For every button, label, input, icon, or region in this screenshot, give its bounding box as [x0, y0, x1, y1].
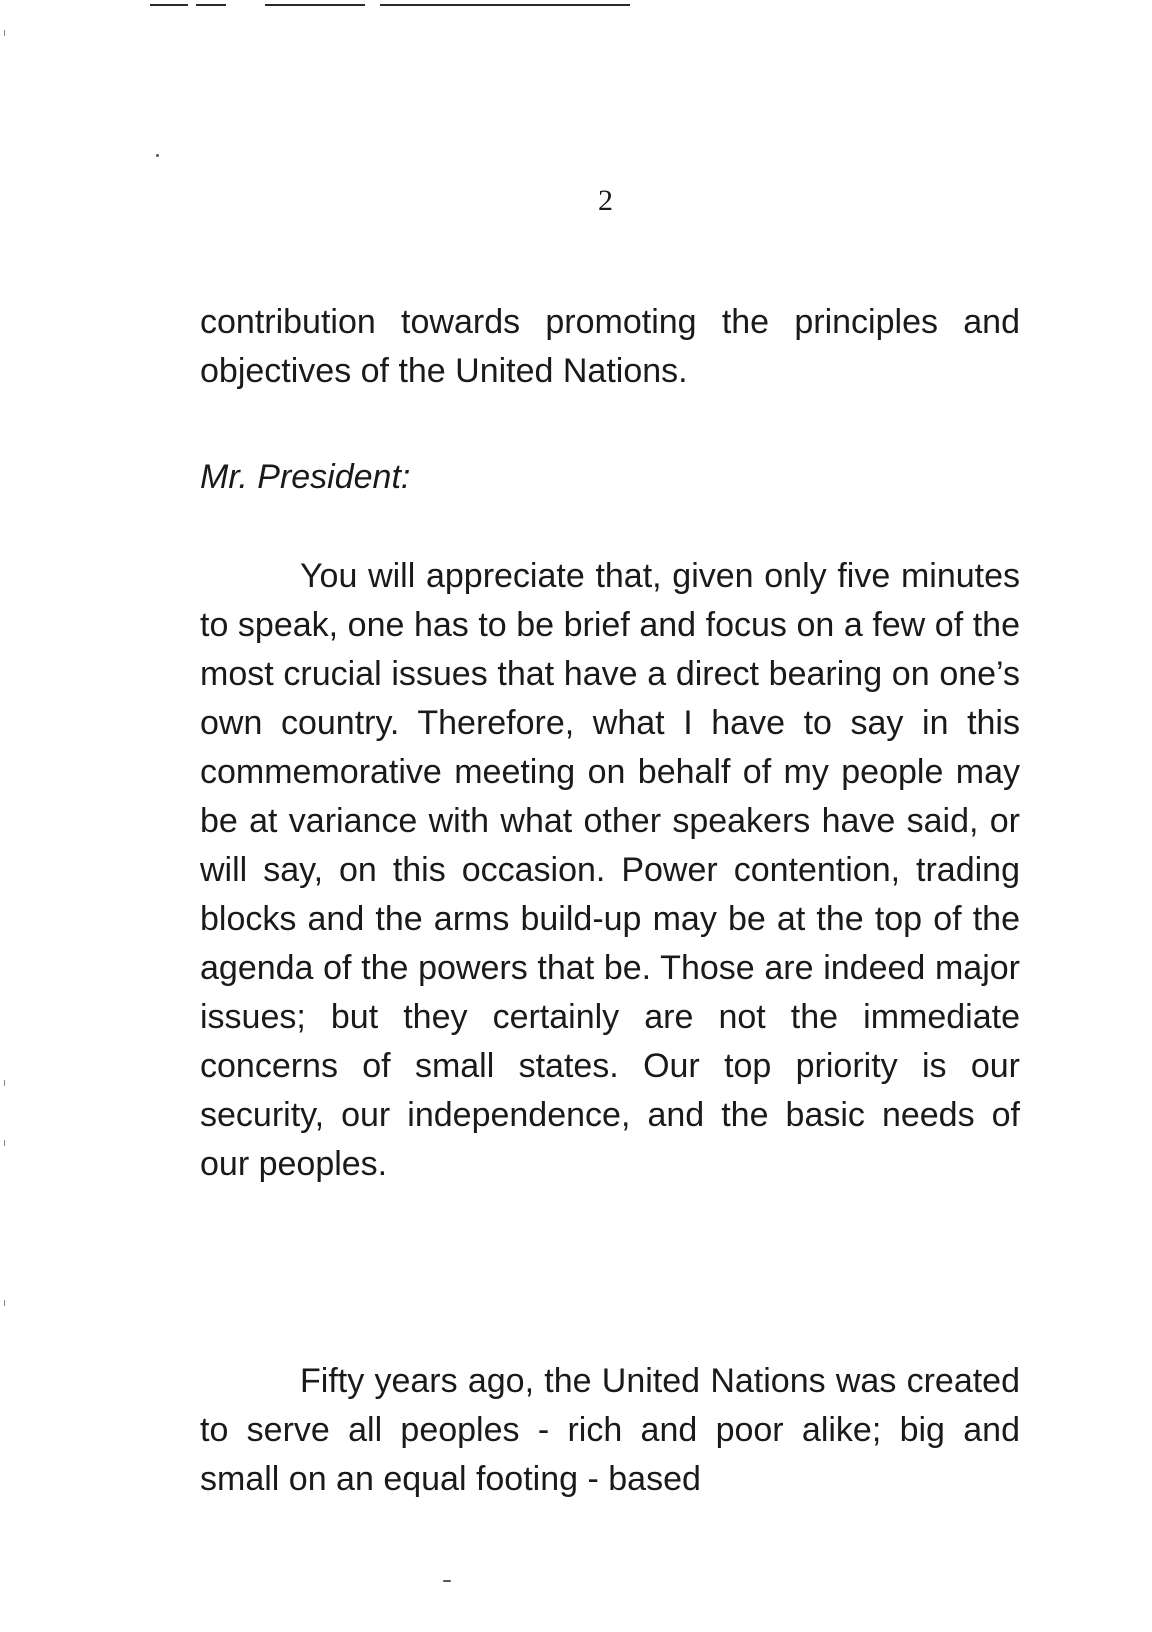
- scan-edge-mark: [4, 1300, 5, 1306]
- scan-artifact-line: [196, 4, 226, 6]
- paragraph-main: You will appreciate that, given only five minutes to speak, one has to be brief and focus on a few of the most crucial issues that have a direct bearing on one’s own country. Therefore, what I have to say in this commemorative meeting on behalf of my people may be at variance with what other speakers have said, or will say, on this occasion. Power contention, trading blocks and the arms build-up may be at the top of the agenda of the powers that be. Those are indeed major issues; but they certainly are not the immediate concerns of small states. Our top priority is our security, our independence, and the basic needs of our peoples.: [200, 557, 1020, 1183]
- scan-artifact-line: [150, 4, 188, 6]
- scan-speck: [156, 154, 159, 157]
- salutation: Mr. President:: [200, 458, 411, 496]
- scan-artifact-line: [265, 4, 365, 6]
- scan-speck: [443, 1580, 451, 1582]
- scan-edge-mark: [4, 30, 5, 36]
- page-number: 2: [598, 184, 613, 217]
- scan-artifact-line: [380, 4, 630, 6]
- paragraph-continuation: contribution towards promoting the principles and objectives of the United Nations.: [200, 303, 1020, 390]
- scan-edge-mark: [4, 1140, 5, 1146]
- scan-edge-mark: [4, 1080, 5, 1086]
- paragraph-closing: Fifty years ago, the United Nations was created to serve all peoples - rich and poor alike; big and small on an equal footing - based: [200, 1362, 1020, 1498]
